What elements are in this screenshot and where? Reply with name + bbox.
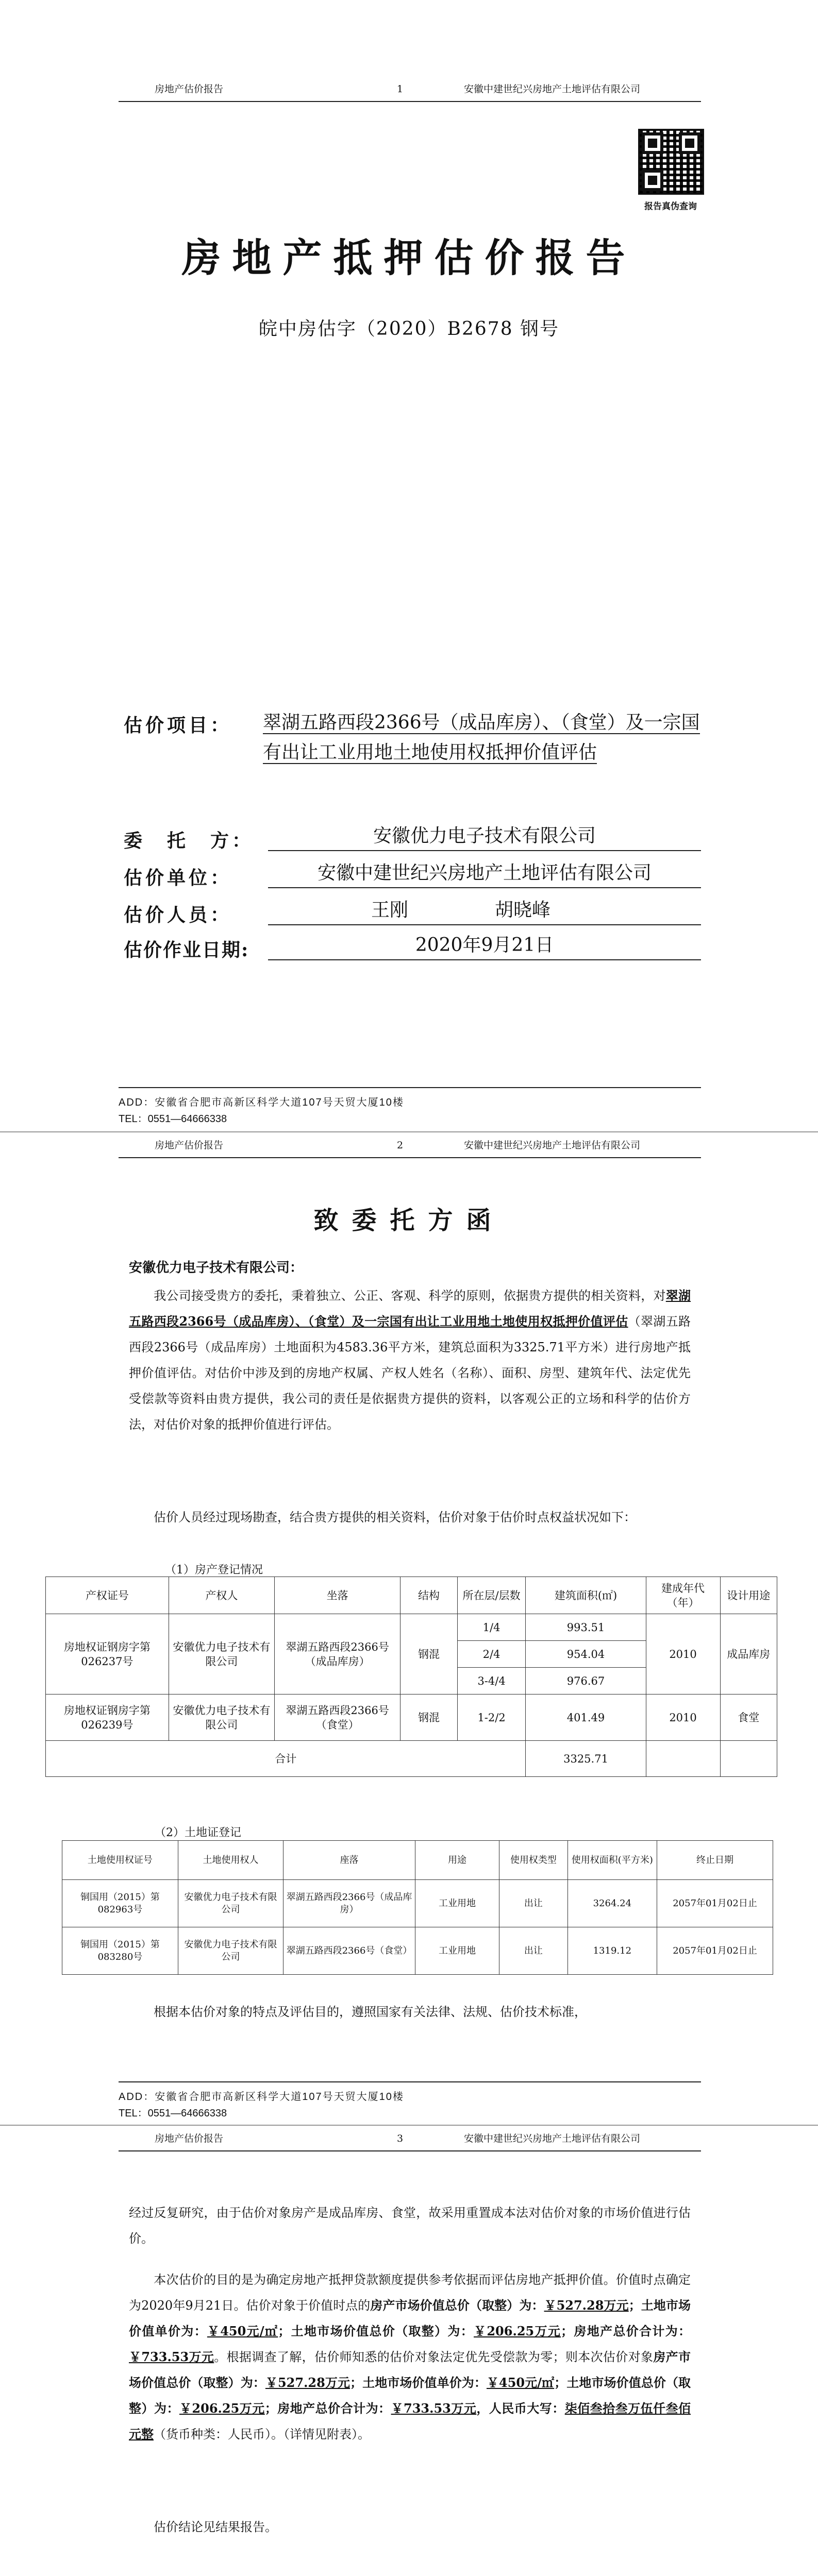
label-work-date: 估价作业日期:: [124, 939, 249, 961]
table-row: 3-4/4 976.67: [46, 1668, 777, 1694]
report-number: 皖中房估字（2020）B2678 钢号: [258, 318, 560, 340]
qr-caption: 报告真伪查询: [644, 201, 697, 212]
footer-tel: TEL：0551—64666338: [119, 2108, 227, 2119]
letter-paragraph-2: 估价人员经过现场勘查，结合贵方提供的相关资料，估价对象于估价时点权益状况如下：: [154, 1510, 636, 1524]
footer-address: ADD：安徽省合肥市高新区科学大道107号天贸大厦10楼: [119, 1097, 404, 1108]
page-header: [119, 1133, 701, 1158]
letter-addressee: 安徽优力电子技术有限公司：: [129, 1260, 304, 1276]
page-footer: [119, 1087, 701, 1127]
land-registration-table: 土地使用权证号 土地使用权人 座落 用途 使用权类型 使用权面积(平方米) 终止日期 铜国用（2015）第082963号 安徽优力电子技术有限公司 翠湖五路西段2366号（成品库房） 工业用地 出让 3264.24 2057年01月02日止 铜国用（2015）第083280号 安徽优力电子技术有限公司 翠湖五路西段2366号（食堂） 工业用地 出让 1319.12 2057年01月02日止: [62, 1840, 773, 1975]
label-appraisers: 估价人员：: [124, 904, 232, 926]
conclusion-paragraph-2: 本次估价的目的是为确定房地产抵押贷款额度提供参考依据而评估房地产抵押价值。价值时点确定为2020年9月21日。估价对象于价值时点的房产市场价值总价（取整）为：￥527.28万元；土地市场价值单价为：￥450元/㎡；土地市场价值总价（取整）为：￥206.25万元；房地产总价合计为：￥733.53万元。根据调查了解，估价师知悉的估价对象法定优先受偿款为零；则本次估价对象房产市场价值总价（取整）为：￥527.28万元；土地市场价值单价为：￥450元/㎡；土地市场价值总价（取整）为：￥206.25万元；房地产总价合计为：￥733.53万元，人民币大写：柒佰叁拾叁万伍仟叁佰元整（货币种类：人民币）。（详情见附表）。: [129, 2273, 691, 2442]
col-structure: 结构: [400, 1577, 457, 1614]
footer-address: ADD：安徽省合肥市高新区科学大道107号天贸大厦10楼: [119, 2091, 404, 2103]
value-appraisers: [268, 896, 701, 925]
footer-tel: TEL：0551—64666338: [119, 1113, 227, 1125]
col-owner: 产权人: [169, 1577, 274, 1614]
header-left: 房地产估价报告: [155, 1140, 224, 1151]
conclusion-paragraph-1: 经过反复研究，由于估价对象房产是成品库房、食堂，故采用重置成本法对估价对象的市场价值进行估价。: [129, 2206, 691, 2246]
col-cert: 产权证号: [46, 1577, 169, 1614]
section-land: （2）土地证登记: [155, 1826, 241, 1839]
header-page-number: 2: [397, 1140, 404, 1151]
report-title: 房地产抵押估价报告: [181, 235, 637, 281]
table-row: 房地权证钢房字第026237号 安徽优力电子技术有限公司 翠湖五路西段2366号（成品库房） 钢混 1/4 993.51 2010 成品库房: [46, 1614, 777, 1641]
value-agency: 安徽中建世纪兴房地产土地评估有限公司: [268, 859, 701, 888]
page-header: [119, 77, 701, 102]
letter-paragraph-1: 我公司接受贵方的委托，秉着独立、公正、客观、科学的原则，依据贵方提供的相关资料，对翠湖五路西段2366号（成品库房）、（食堂）及一宗国有出让工业用地土地使用权抵押价值评估（翠湖五路西段2366号（成品库房）土地面积为4583.36平方米，建筑总面积为3325.71平方米）进行房地产抵押价值评估。对估价中涉及到的房地产权属、产权人姓名（名称）、面积、房型、建筑年代、法定优先受偿款等资料由贵方提供，我公司的责任是依据贵方提供的资料，以客观公正的立场和科学的估价方法，对估价对象的抵押价值进行评估。: [129, 1288, 691, 1432]
header-right: 安徽中建世纪兴房地产土地评估有限公司: [464, 1140, 641, 1151]
col-area: 建筑面积(㎡): [526, 1577, 646, 1614]
page-break: [0, 1131, 818, 1132]
conclusion-paragraph-3: 估价结论见结果报告。: [154, 2520, 277, 2534]
letter-paragraph-3: 根据本估价对象的特点及评估目的，遵照国家有关法律、法规、估价技术标准，: [154, 2005, 587, 2019]
page-header: [119, 2127, 701, 2151]
table-row: 房地权证钢房字第026239号 安徽优力电子技术有限公司 翠湖五路西段2366号（食堂） 钢混 1-2/2 401.49 2010 食堂: [46, 1694, 777, 1741]
appraiser-2: 胡晓峰: [495, 900, 551, 921]
appraiser-1: 王刚: [371, 900, 409, 921]
table-row: 铜国用（2015）第082963号 安徽优力电子技术有限公司 翠湖五路西段2366号（成品库房） 工业用地 出让 3264.24 2057年01月02日止: [62, 1880, 773, 1927]
col-floor: 所在层/层数: [457, 1577, 526, 1614]
label-agency: 估价单位：: [124, 867, 232, 889]
page-break: [0, 2125, 818, 2126]
value-project: 翠湖五路西段2366号（成品库房）、（食堂）及一宗国有出让工业用地土地使用权抵押价值评估: [263, 712, 700, 763]
table-row: 2/4 954.04: [46, 1641, 777, 1668]
value-client: 安徽优力电子技术有限公司: [268, 822, 701, 851]
header-page-number: 3: [397, 2133, 404, 2144]
qr-code[interactable]: [638, 129, 704, 195]
col-use: 设计用途: [720, 1577, 777, 1614]
header-left: 房地产估价报告: [155, 2133, 224, 2144]
house-registration-table: [45, 1577, 777, 1777]
header-page-number: 1: [397, 83, 404, 95]
table-row: 铜国用（2015）第083280号 安徽优力电子技术有限公司 翠湖五路西段2366号（食堂） 工业用地 出让 1319.12 2057年01月02日止: [62, 1927, 773, 1975]
label-project: 估价项目：: [124, 715, 232, 736]
table-total-row: 合计 3325.71: [46, 1741, 777, 1777]
header-right: 安徽中建世纪兴房地产土地评估有限公司: [464, 2133, 641, 2144]
header-left: 房地产估价报告: [155, 83, 224, 95]
section-house: （1）房产登记情况: [165, 1564, 263, 1577]
value-work-date: 2020年9月21日: [268, 931, 701, 960]
header-right: 安徽中建世纪兴房地产土地评估有限公司: [464, 83, 641, 95]
page-footer: [119, 2081, 701, 2122]
letter-title: 致委托方函: [313, 1206, 505, 1235]
label-client: 委 托 方：: [124, 830, 254, 852]
col-location: 坐落: [274, 1577, 400, 1614]
col-year: 建成年代（年）: [646, 1577, 720, 1614]
